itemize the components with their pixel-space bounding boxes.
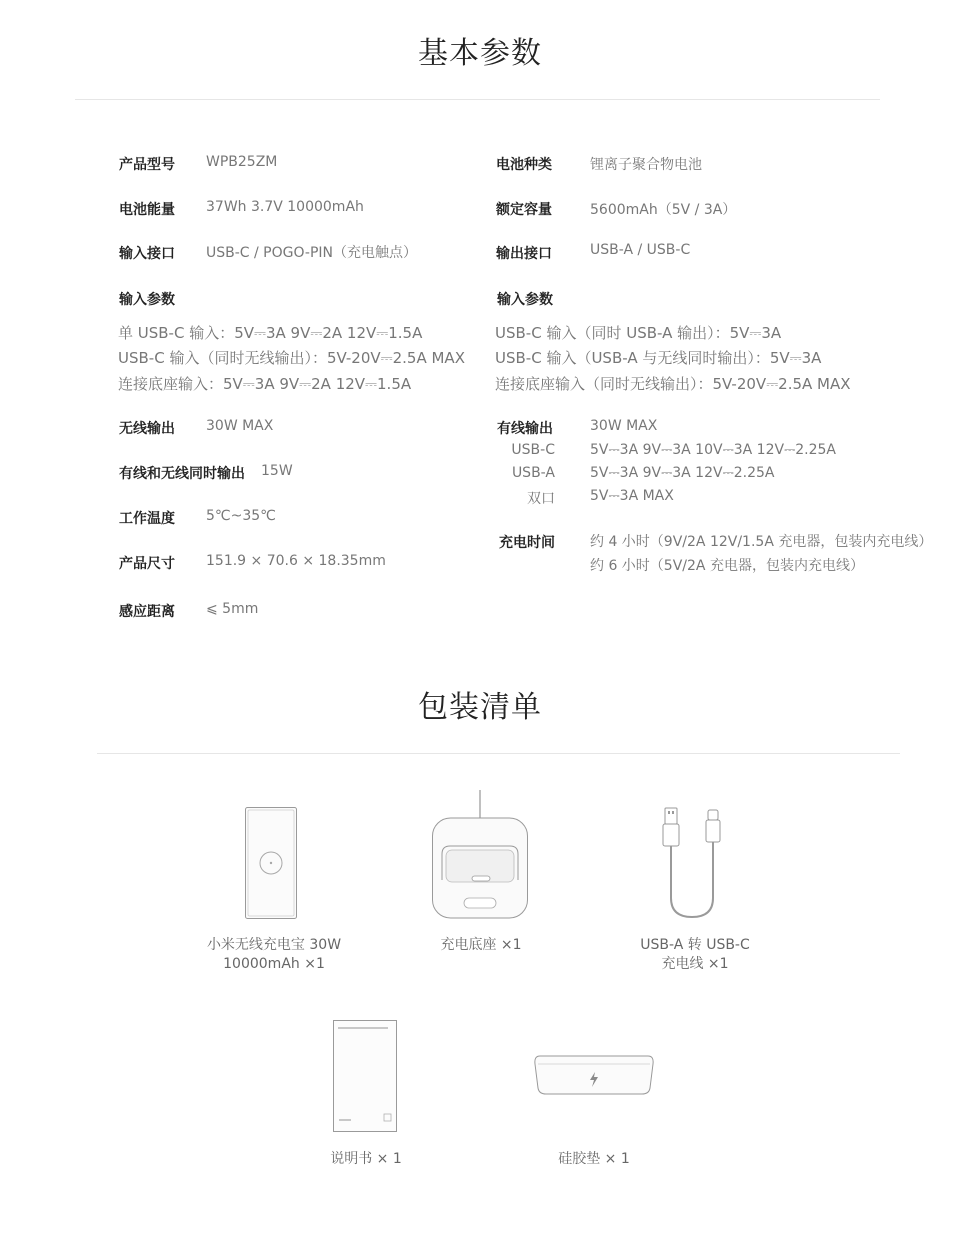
spec-input-params-line: 连接底座输入：5V⎓3A 9V⎓2A 12V⎓1.5A xyxy=(118,375,412,393)
package-item-caption xyxy=(401,936,561,955)
package-item-name: 说明书 × 1 xyxy=(330,1151,402,1167)
spec-wired-port-value: 5V⎓3A 9V⎓3A 12V⎓2.25A xyxy=(590,465,775,481)
silicone-pad-icon xyxy=(534,1054,654,1096)
spec-right-input-params-line: USB-C 输入（同时 USB-A 输出）：5V⎓3A xyxy=(495,324,782,342)
spec-wired-out-label: 有线输出 xyxy=(497,421,553,437)
spec-wireless-out-value: 30W MAX xyxy=(206,418,274,434)
package-title: 包装清单 xyxy=(418,690,542,725)
package-item-name: USB-A 转 USB-C xyxy=(640,937,750,953)
package-item-qty: 10000mAh ×1 xyxy=(223,956,325,972)
spec-right-input-params-line: 连接底座输入（同时无线输出）：5V-20V⎓2.5A MAX xyxy=(495,375,851,393)
spec-battery-type-label: 电池种类 xyxy=(496,157,552,173)
spec-wired-port-value: 5V⎓3A 9V⎓3A 10V⎓3A 12V⎓2.25A xyxy=(590,442,836,458)
spec-wired-port: 双口 xyxy=(527,491,555,507)
manual-icon xyxy=(333,1020,397,1132)
package-item-name: 小米无线充电宝 30W xyxy=(206,937,342,953)
spec-output-port-value: USB-A / USB-C xyxy=(590,242,691,258)
spec-input-params-line: USB-C 输入（同时无线输出）：5V-20V⎓2.5A MAX xyxy=(118,349,465,367)
spec-input-port-label: 输入接口 xyxy=(119,246,175,262)
usb-cable-icon xyxy=(662,806,724,920)
spec-charge-time-label: 充电时间 xyxy=(499,535,555,551)
spec-temp-value: 5℃~35℃ xyxy=(206,508,276,524)
power-bank-icon xyxy=(245,807,297,919)
spec-simul-out-value: 15W xyxy=(261,463,293,479)
package-item-name: 充电底座 ×1 xyxy=(440,937,522,953)
spec-divider xyxy=(75,99,880,100)
spec-temp-label: 工作温度 xyxy=(119,511,175,527)
package-item-qty: 充电线 ×1 xyxy=(661,956,729,972)
spec-wired-port-value: 5V⎓3A MAX xyxy=(590,488,674,504)
spec-distance-value: ⩽ 5mm xyxy=(206,601,259,617)
spec-output-port-label: 输出接口 xyxy=(496,246,552,262)
spec-model-value: WPB25ZM xyxy=(206,154,278,170)
spec-distance-label: 感应距离 xyxy=(119,604,175,620)
package-divider xyxy=(97,753,900,754)
package-item-caption xyxy=(286,1150,446,1169)
package-item-caption xyxy=(514,1150,674,1169)
spec-energy-label: 电池能量 xyxy=(119,202,175,218)
package-item-caption xyxy=(615,936,775,974)
spec-right-input-params-label: 输入参数 xyxy=(497,292,553,308)
package-item-name: 硅胶垫 × 1 xyxy=(558,1151,630,1167)
spec-wired-port: USB-C xyxy=(511,442,555,458)
spec-rated-capacity-value: 5600mAh（5V / 3A） xyxy=(590,202,737,218)
package-item-caption xyxy=(194,936,354,974)
spec-charge-time-line: 约 4 小时（9V/2A 12V/1.5A 充电器，包装内充电线） xyxy=(590,534,933,550)
charging-dock-icon xyxy=(432,790,528,920)
spec-input-params-line: 单 USB-C 输入：5V⎓3A 9V⎓2A 12V⎓1.5A xyxy=(118,324,423,342)
spec-size-label: 产品尺寸 xyxy=(119,556,175,572)
spec-wired-out-value: 30W MAX xyxy=(590,418,658,434)
spec-right-input-params-line: USB-C 输入（USB-A 与无线同时输出）：5V⎓3A xyxy=(495,349,822,367)
spec-energy-value: 37Wh 3.7V 10000mAh xyxy=(206,199,364,215)
spec-wireless-out-label: 无线输出 xyxy=(119,421,175,437)
spec-model-label: 产品型号 xyxy=(119,157,175,173)
spec-input-params-label: 输入参数 xyxy=(119,292,175,308)
spec-input-port-value: USB-C / POGO-PIN（充电触点） xyxy=(206,245,417,261)
spec-simul-out-label: 有线和无线同时输出 xyxy=(119,466,245,482)
spec-battery-type-value: 锂离子聚合物电池 xyxy=(590,157,702,173)
spec-rated-capacity-label: 额定容量 xyxy=(496,202,552,218)
spec-size-value: 151.9 × 70.6 × 18.35mm xyxy=(206,553,386,569)
spec-charge-time-line: 约 6 小时（5V/2A 充电器，包装内充电线） xyxy=(590,558,864,574)
spec-title: 基本参数 xyxy=(418,36,542,71)
spec-wired-port: USB-A xyxy=(511,465,555,481)
